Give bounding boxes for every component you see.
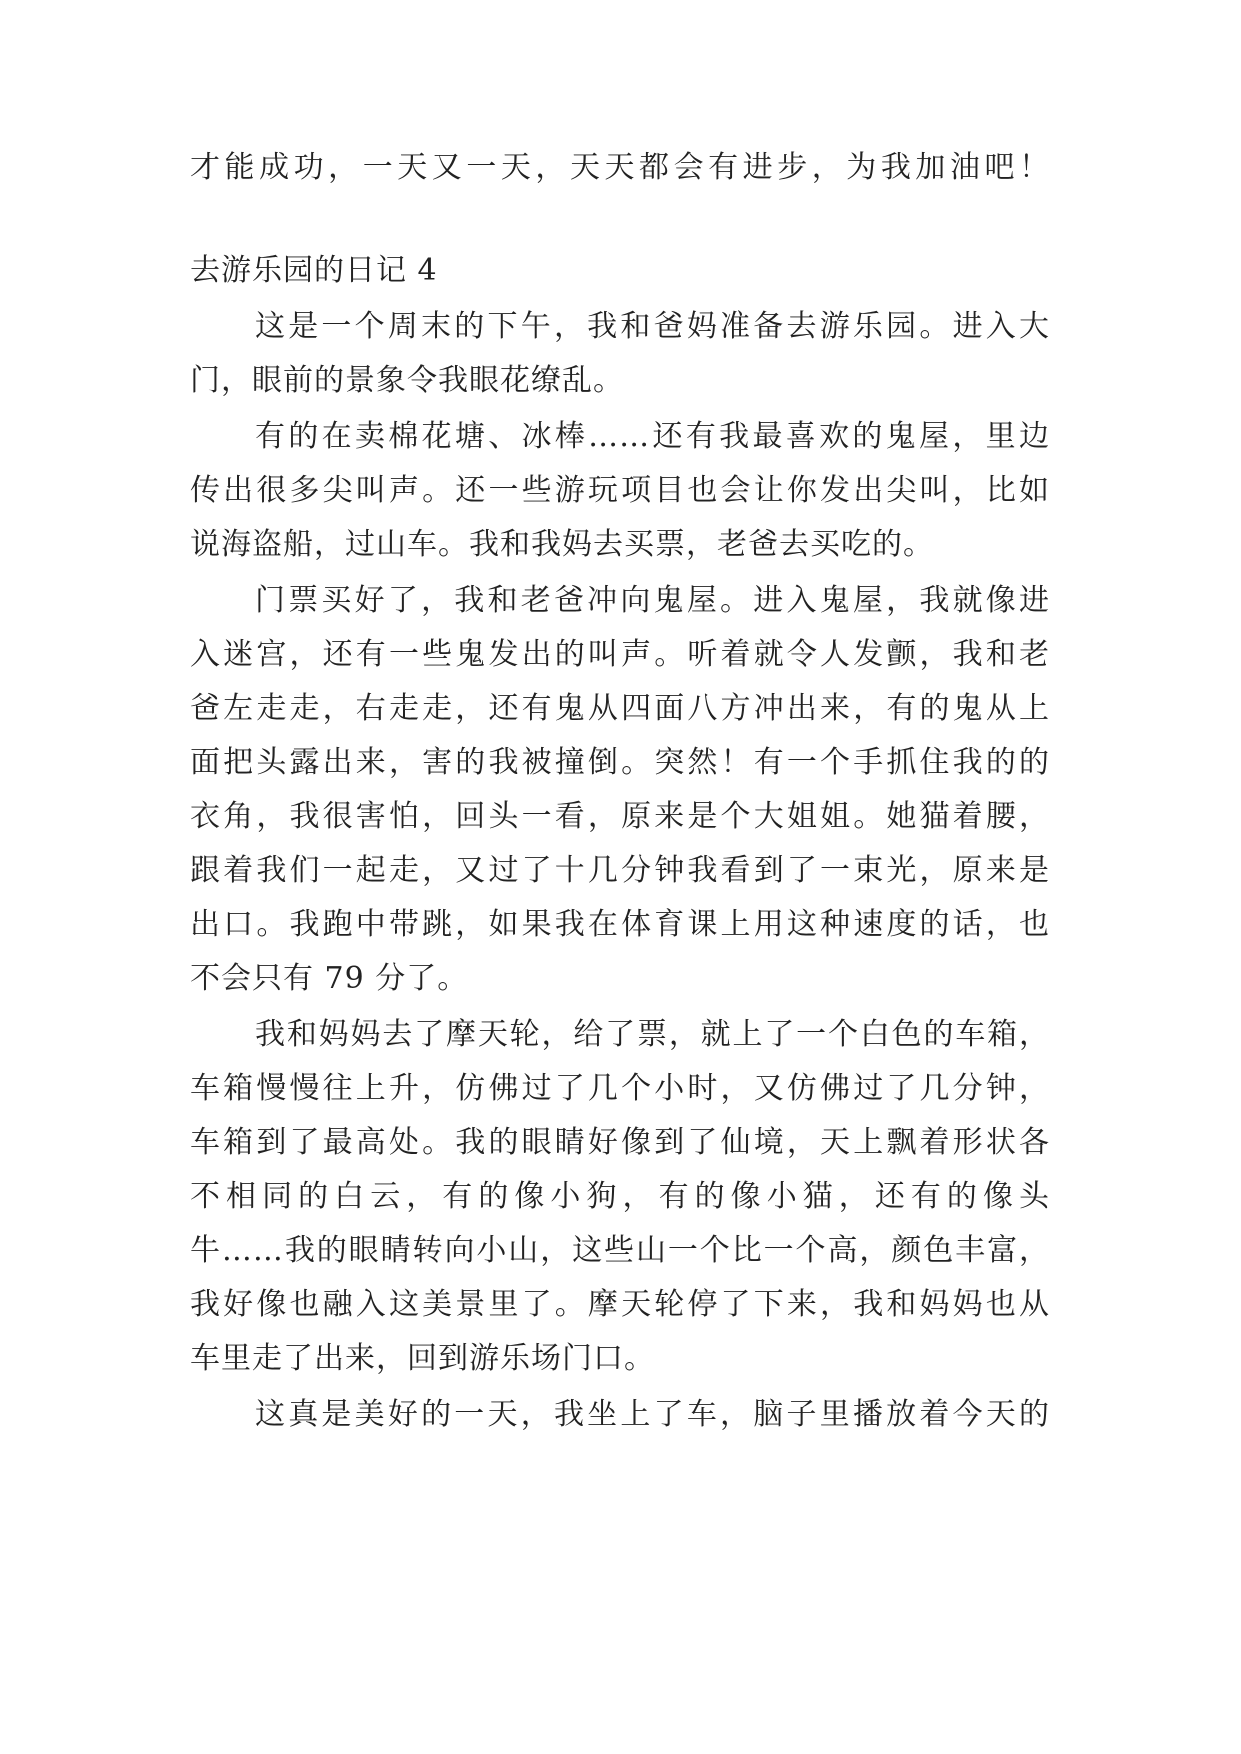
- text-line: 这真是美好的一天，我坐上了车，脑子里播放着今天的: [255, 1397, 1050, 1432]
- text-line: 说海盗船，过山车。我和我妈去买票，老爸去买吃的。: [190, 527, 934, 562]
- text-line: 门票买好了，我和老爸冲向鬼屋。进入鬼屋，我就像进: [255, 583, 1050, 618]
- text-line: 我和妈妈去了摩天轮，给了票，就上了一个白色的车箱，: [255, 1017, 1050, 1052]
- text-line: 出口。我跑中带跳，如果我在体育课上用这种速度的话，也: [190, 907, 1050, 942]
- text-line: 有的在卖棉花塘、冰棒……还有我最喜欢的鬼屋，里边: [255, 419, 1050, 454]
- text-line: 跟着我们一起走，又过了十几分钟我看到了一束光，原来是: [190, 853, 1050, 888]
- text-line: 门，眼前的景象令我眼花缭乱。: [190, 363, 624, 398]
- text-line: 才能成功，一天又一天，天天都会有进步，为我加油吧！: [190, 150, 1050, 185]
- text-line: 衣角，我很害怕，回头一看，原来是个大姐姐。她猫着腰，: [190, 799, 1050, 834]
- diary-heading: 去游乐园的日记 4: [190, 253, 438, 288]
- text-line: 车里走了出来，回到游乐场门口。: [190, 1341, 655, 1376]
- text-line: 车箱慢慢往上升，仿佛过了几个小时，又仿佛过了几分钟，: [190, 1071, 1050, 1106]
- text-line: 传出很多尖叫声。还一些游玩项目也会让你发出尖叫，比如: [190, 473, 1050, 508]
- text-line: 不相同的白云，有的像小狗，有的像小猫，还有的像头: [190, 1179, 1050, 1214]
- text-line: 不会只有 79 分了。: [190, 961, 469, 996]
- text-line: 我好像也融入这美景里了。摩天轮停了下来，我和妈妈也从: [190, 1287, 1050, 1322]
- text-line: 车箱到了最高处。我的眼睛好像到了仙境，天上飘着形状各: [190, 1125, 1050, 1160]
- text-line: 爸左走走，右走走，还有鬼从四面八方冲出来，有的鬼从上: [190, 691, 1050, 726]
- text-line: 牛……我的眼睛转向小山，这些山一个比一个高，颜色丰富，: [190, 1233, 1050, 1268]
- text-line: 这是一个周末的下午，我和爸妈准备去游乐园。进入大: [255, 309, 1050, 344]
- text-line: 面把头露出来，害的我被撞倒。突然！有一个手抓住我的的: [190, 745, 1050, 780]
- text-line: 入迷宫，还有一些鬼发出的叫声。听着就令人发颤，我和老: [190, 637, 1050, 672]
